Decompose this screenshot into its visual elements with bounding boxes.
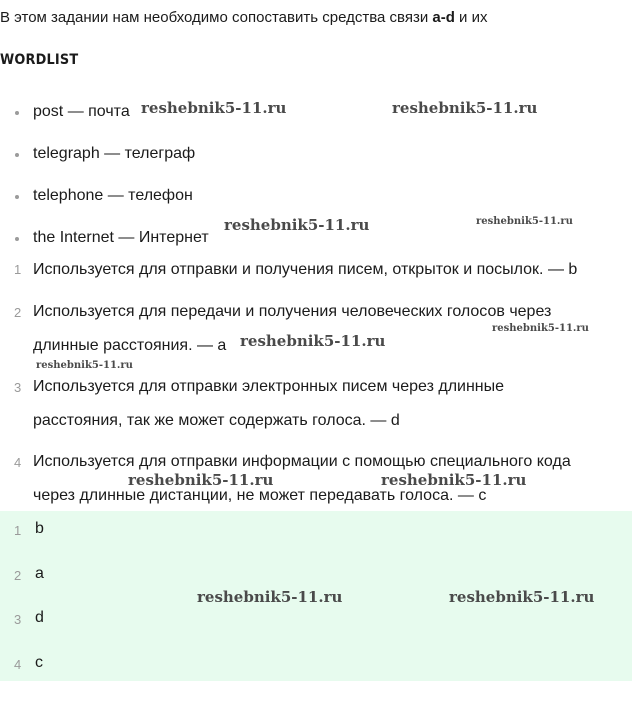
- answer-number: 4: [14, 657, 22, 672]
- answer-value: c: [35, 654, 43, 671]
- watermark: reshebnik5-11.ru: [197, 588, 343, 606]
- bullet-icon: [15, 153, 19, 157]
- cut-off-text-fragment: [82, 38, 100, 44]
- question-text: Используется для отправки электронных писем через длинные: [33, 378, 505, 395]
- watermark: reshebnik5-11.ru: [476, 216, 573, 227]
- watermark: reshebnik5-11.ru: [381, 471, 527, 489]
- question-number: 4: [14, 455, 22, 470]
- watermark: reshebnik5-11.ru: [392, 99, 538, 117]
- intro-text: В этом задании нам необходимо сопоставить средства связи a-d и их: [0, 9, 488, 26]
- answer-number: 2: [14, 568, 22, 583]
- answer-value: b: [35, 520, 44, 537]
- question-text: Используется для отправки информации с помощью специального кода: [33, 453, 571, 470]
- watermark: reshebnik5-11.ru: [36, 360, 133, 371]
- question-text: через длинные дистанции, не может передавать голоса. — c: [33, 487, 487, 504]
- watermark: reshebnik5-11.ru: [240, 332, 386, 350]
- question-text: Используется для передачи и получения человеческих голосов через: [33, 303, 552, 320]
- question-number: 2: [14, 305, 22, 320]
- wordlist-heading: WORDLIST: [0, 52, 79, 68]
- question-text: расстояния, так же может содержать голоса. — d: [33, 412, 400, 429]
- answer-number: 1: [14, 523, 22, 538]
- watermark: reshebnik5-11.ru: [224, 216, 370, 234]
- answer-value: d: [35, 609, 44, 626]
- bullet-icon: [15, 111, 19, 115]
- answer-value: a: [35, 565, 44, 582]
- bullet-icon: [15, 237, 19, 241]
- answer-number: 3: [14, 612, 22, 627]
- watermark: reshebnik5-11.ru: [449, 588, 595, 606]
- watermark: reshebnik5-11.ru: [141, 99, 287, 117]
- watermark: reshebnik5-11.ru: [128, 471, 274, 489]
- question-number: 1: [14, 262, 22, 277]
- question-text: Используется для отправки и получения писем, открыток и посылок. — b: [33, 261, 578, 278]
- question-text: длинные расстояния. — a: [33, 337, 227, 354]
- question-number: 3: [14, 380, 22, 395]
- watermark: reshebnik5-11.ru: [492, 323, 589, 334]
- bullet-icon: [15, 195, 19, 199]
